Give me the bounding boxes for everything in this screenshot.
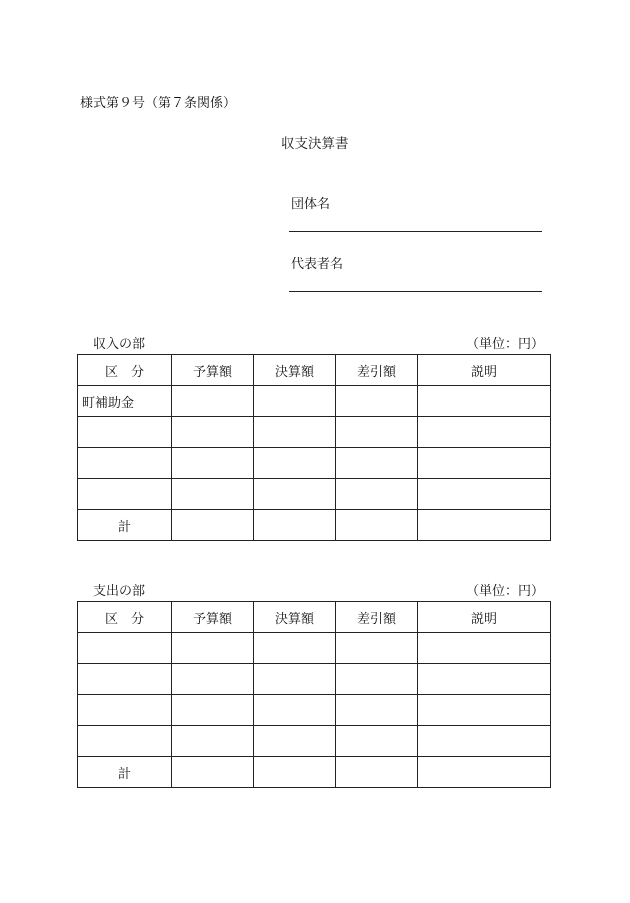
table-cell[interactable]	[254, 386, 336, 417]
table-row	[78, 448, 551, 479]
income-total-row	[78, 510, 551, 541]
table-row	[78, 479, 551, 510]
table-cell[interactable]	[78, 726, 172, 757]
table-row	[78, 633, 551, 664]
expense-total-label: 計	[78, 757, 172, 788]
table-cell[interactable]	[336, 386, 418, 417]
table-row	[78, 664, 551, 695]
expense-total-row	[78, 757, 551, 788]
representative-underline[interactable]	[289, 291, 542, 292]
table-cell[interactable]	[254, 417, 336, 448]
table-row	[78, 386, 551, 417]
table-cell[interactable]	[336, 417, 418, 448]
table-cell[interactable]	[172, 695, 254, 726]
expense-table	[77, 601, 551, 788]
table-row	[78, 726, 551, 757]
table-cell[interactable]	[254, 633, 336, 664]
income-unit-note: （単位：円）	[465, 337, 544, 352]
table-cell[interactable]	[78, 448, 172, 479]
table-cell[interactable]	[336, 757, 418, 788]
income-table	[77, 354, 551, 541]
table-cell[interactable]	[172, 726, 254, 757]
table-cell[interactable]	[172, 633, 254, 664]
expense-header-difference: 差引額	[336, 602, 418, 633]
table-cell[interactable]	[418, 695, 551, 726]
income-header-category: 区 分	[78, 355, 172, 386]
income-header-settlement: 決算額	[254, 355, 336, 386]
table-cell[interactable]	[254, 448, 336, 479]
table-cell[interactable]	[172, 386, 254, 417]
table-cell[interactable]	[172, 479, 254, 510]
table-cell[interactable]	[418, 633, 551, 664]
expense-section-title: 支出の部	[93, 584, 146, 599]
table-row	[78, 695, 551, 726]
table-cell[interactable]	[418, 479, 551, 510]
table-cell[interactable]	[418, 510, 551, 541]
table-cell[interactable]	[418, 757, 551, 788]
table-cell[interactable]	[254, 695, 336, 726]
table-cell[interactable]	[78, 417, 172, 448]
organization-label: 団体名	[291, 197, 331, 212]
table-cell[interactable]	[418, 726, 551, 757]
income-section-title: 収入の部	[93, 337, 146, 352]
table-cell[interactable]	[254, 479, 336, 510]
table-cell[interactable]	[418, 417, 551, 448]
form-number: 様式第９号（第７条関係）	[80, 96, 237, 111]
table-cell[interactable]	[78, 664, 172, 695]
expense-header-description: 説明	[418, 602, 551, 633]
document-title: 収支決算書	[281, 136, 349, 152]
table-cell[interactable]	[254, 757, 336, 788]
table-cell[interactable]	[254, 664, 336, 695]
table-cell[interactable]	[78, 695, 172, 726]
table-cell[interactable]	[336, 726, 418, 757]
table-cell[interactable]	[336, 479, 418, 510]
organization-underline[interactable]	[289, 231, 542, 232]
table-cell[interactable]	[336, 664, 418, 695]
table-cell[interactable]	[172, 757, 254, 788]
expense-header-row	[78, 602, 551, 633]
table-cell[interactable]	[78, 479, 172, 510]
table-cell[interactable]	[336, 510, 418, 541]
table-cell[interactable]	[172, 448, 254, 479]
table-cell[interactable]	[78, 633, 172, 664]
expense-header-settlement: 決算額	[254, 602, 336, 633]
table-cell[interactable]	[336, 633, 418, 664]
table-cell[interactable]	[254, 510, 336, 541]
table-cell[interactable]: 町補助金	[78, 386, 172, 417]
income-header-row	[78, 355, 551, 386]
income-total-label: 計	[78, 510, 172, 541]
table-cell[interactable]	[336, 448, 418, 479]
table-row	[78, 417, 551, 448]
table-cell[interactable]	[254, 726, 336, 757]
table-cell[interactable]	[418, 386, 551, 417]
income-header-budget: 予算額	[172, 355, 254, 386]
table-cell[interactable]	[172, 510, 254, 541]
table-cell[interactable]	[418, 448, 551, 479]
table-cell[interactable]	[172, 417, 254, 448]
table-cell[interactable]	[172, 664, 254, 695]
representative-label: 代表者名	[291, 257, 344, 272]
table-cell[interactable]	[336, 695, 418, 726]
expense-header-category: 区 分	[78, 602, 172, 633]
expense-unit-note: （単位：円）	[465, 584, 544, 599]
income-header-difference: 差引額	[336, 355, 418, 386]
expense-header-budget: 予算額	[172, 602, 254, 633]
table-cell[interactable]	[418, 664, 551, 695]
income-header-description: 説明	[418, 355, 551, 386]
